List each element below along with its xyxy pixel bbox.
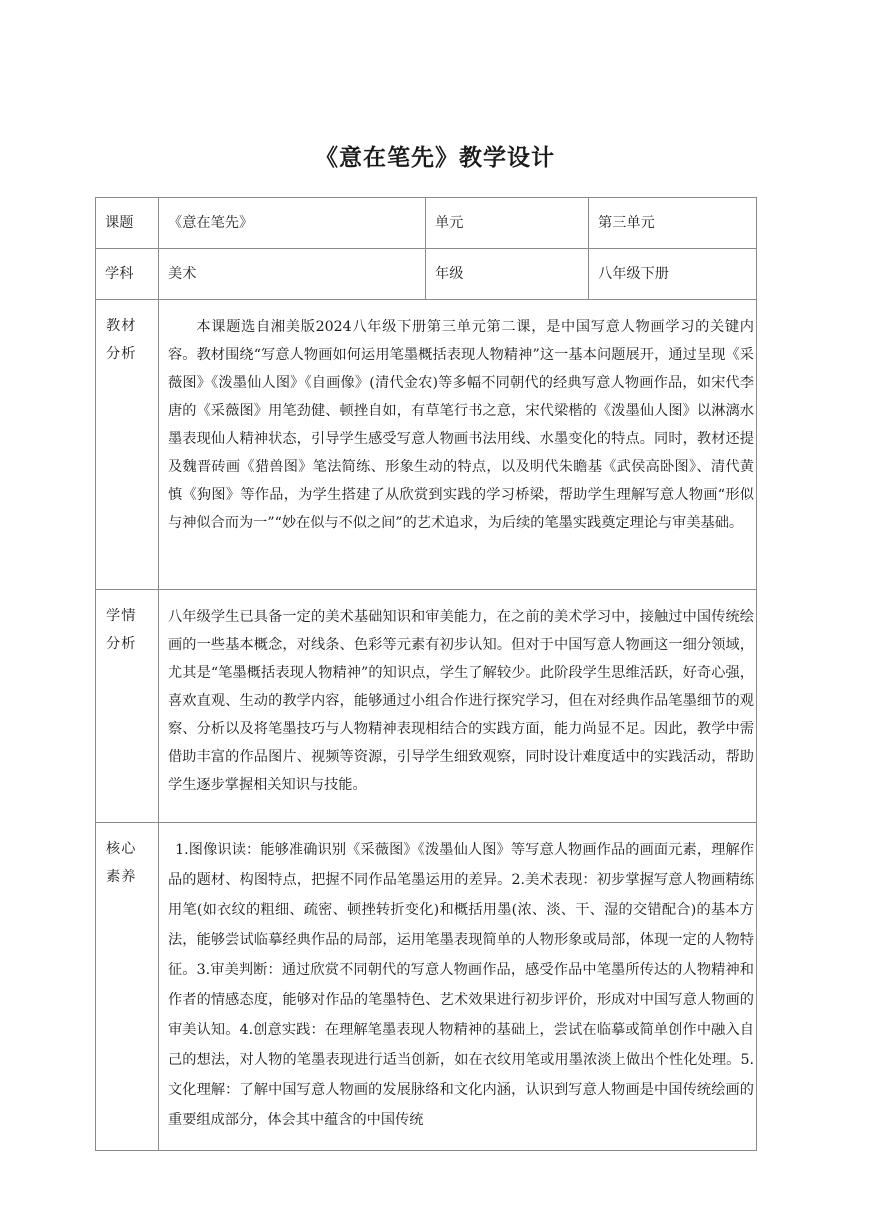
table-row-student-analysis [96,590,757,823]
textbook-analysis-cell [159,300,757,590]
document-title: 《意在笔先》教学设计 [315,145,555,171]
grade-label: 年级 [426,249,589,300]
table-row-subject [96,249,757,300]
lesson-design-table [95,197,757,1151]
core-label-line2: 素养 [106,869,137,885]
core-literacy-label [96,823,159,1151]
textbook-analysis-label [96,300,159,590]
unit-value: 第三单元 [589,198,757,249]
grade-value: 八年级下册 [589,249,757,300]
table-row-core-literacy [96,823,757,1151]
unit-label: 单元 [426,198,589,249]
textbook-analysis-text: 本课题选自湘美版2024八年级下册第三单元第二课，是中国写意人物画学习的关键内容。教材围绕“写意人物画如何运用笔墨概括表现人物精神”这一基本问题展开，通过呈现《采薇图》《泼墨仙人图》《自画像》(清代金农)等多幅不同朝代的经典写意人物画作品，如宋代李唐的《采薇图》用笔劲健、顿挫自如，有草笔行书之意，宋代梁楷的《泼墨仙人图》以淋漓水墨表现仙人精神状态，引导学生感受写意人物画书法用线、水墨变化的特点。同时，教材还提及魏晋砖画《猎兽图》笔法简练、形象生动的特点，以及明代朱瞻基《武侯高卧图》、清代黄慎《狗图》等作品，为学生搭建了从欣赏到实践的学习桥梁，帮助学生理解写意人物画“形似与神似合而为一”“妙在似与不似之间”的艺术追求，为后续的笔墨实践奠定理论与审美基础。 [168,319,754,531]
students-label-line2: 分析 [106,636,137,652]
table-row-textbook-analysis [96,300,757,590]
subject-value: 美术 [159,249,426,300]
core-literacy-text: 1.图像识读：能够准确识别《采薇图》《泼墨仙人图》等写意人物画作品的画面元素，理解作品的题材、构图特点，把握不同作品笔墨运用的差异。2.美术表现：初步掌握写意人物画精练用笔(如衣纹的粗细、疏密、顿挫转折变化)和概括用墨(浓、淡、干、湿的交错配合)的基本方法，能够尝试临摹经典作品的局部，运用笔墨表现简单的人物形象或局部，体现一定的人物特征。3.审美判断：通过欣赏不同朝代的写意人物画作品，感受作品中笔墨所传达的人物精神和作者的情感态度，能够对作品的笔墨特色、艺术效果进行初步评价，形成对中国写意人物画的审美认知。4.创意实践：在理解笔墨表现人物精神的基础上，尝试在临摹或简单创作中融入自己的想法，对人物的笔墨表现进行适当创新，如在衣纹用笔或用墨浓淡上做出个性化处理。5.文化理解：了解中国写意人物画的发展脉络和文化内涵，认识到写意人物画是中国传统绘画的重要组成部分，体会其中蕴含的中国传统 [168,842,754,1128]
topic-label: 课题 [96,198,159,249]
subject-label: 学科 [96,249,159,300]
student-analysis-label [96,590,159,823]
student-analysis-cell [159,590,757,823]
topic-value: 《意在笔先》 [159,198,426,249]
core-literacy-cell [159,823,757,1151]
textbook-label-line1: 教材 [106,318,137,334]
student-analysis-text: 八年级学生已具备一定的美术基础知识和审美能力，在之前的美术学习中，接触过中国传统绘画的一些基本概念，对线条、色彩等元素有初步认知。但对于中国写意人物画这一细分领域，尤其是“笔墨概括表现人物精神”的知识点，学生了解较少。此阶段学生思维活跃，好奇心强，喜欢直观、生动的教学内容，能够通过小组合作进行探究学习，但在对经典作品笔墨细节的观察、分析以及将笔墨技巧与人物精神表现相结合的实践方面，能力尚显不足。因此，教学中需借助丰富的作品图片、视频等资源，引导学生细致观察，同时设计难度适中的实践活动，帮助学生逐步掌握相关知识与技能。 [168,609,754,793]
table-row-topic [96,198,757,249]
textbook-label-line2: 分析 [106,346,137,362]
students-label-line1: 学情 [106,608,137,624]
core-label-line1: 核心 [106,841,137,857]
